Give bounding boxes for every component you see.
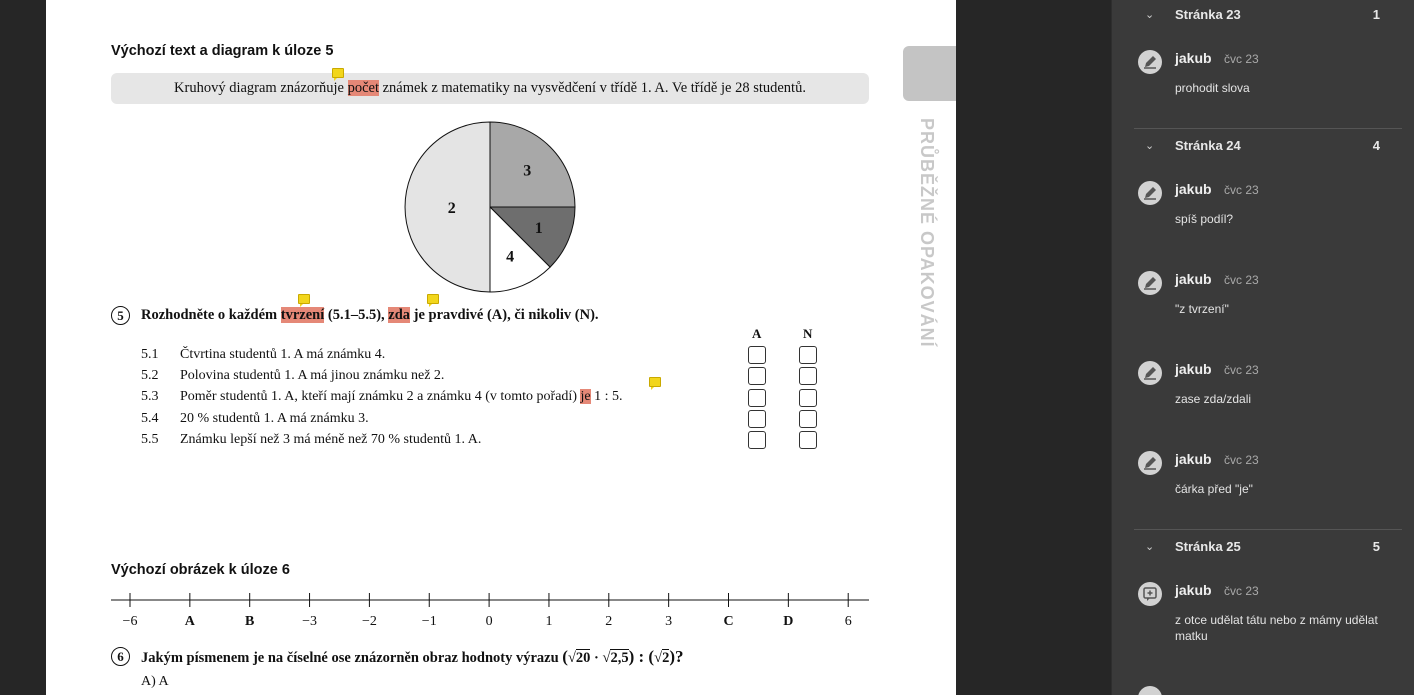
intro-text-before: Kruhový diagram znázorňuje <box>174 80 348 96</box>
section-title: Stránka 23 <box>1175 7 1241 22</box>
pie-label-3: 3 <box>523 162 532 180</box>
question-5-text <box>141 307 599 324</box>
checkbox-5-1-a[interactable] <box>748 346 766 364</box>
axis-label: 2 <box>605 614 613 629</box>
chevron-down-icon: ⌄ <box>1145 140 1155 152</box>
comment-note-icon[interactable] <box>427 294 439 304</box>
highlight-zda[interactable]: zda <box>388 307 411 323</box>
comment-note-icon[interactable] <box>298 294 310 304</box>
axis-label: 6 <box>844 614 852 629</box>
checkbox-5-5-a[interactable] <box>748 431 766 449</box>
section-header-page-24[interactable] <box>1134 131 1402 161</box>
pie-label-2: 2 <box>447 200 456 217</box>
statement-5-5 <box>141 432 481 448</box>
pencil-icon <box>1138 181 1162 205</box>
statement-text: Čtvrtina studentů 1. A má známku 4. <box>180 347 386 362</box>
column-a-header: A <box>752 326 762 341</box>
document-page <box>46 0 956 695</box>
radicand: 2,5 <box>610 650 629 666</box>
comment-author: jakub <box>1175 361 1212 377</box>
section-header-page-25[interactable] <box>1134 532 1402 562</box>
statement-number: 5.5 <box>141 432 159 447</box>
axis-label: D <box>783 614 794 629</box>
statement-text: Polovina studentů 1. A má jinou známku než 2. <box>180 368 445 383</box>
checkbox-5-4-n[interactable] <box>799 410 817 428</box>
workspace-background <box>956 0 1111 695</box>
highlight-tvrzeni[interactable]: tvrzení <box>280 307 325 323</box>
task5-intro <box>111 73 869 104</box>
axis-label: −2 <box>361 614 377 629</box>
axis-label: 1 <box>545 614 553 629</box>
comment-text: "z tvrzení" <box>1175 302 1229 316</box>
pie-chart <box>402 119 578 295</box>
q6-text: Jakým písmenem je na číselné ose znázorněn obraz hodnoty výrazu <box>141 650 559 666</box>
question-6-number: 6 <box>111 647 130 666</box>
section-divider <box>1134 529 1402 530</box>
task5-heading: Výchozí text a diagram k úloze 5 <box>111 43 334 59</box>
section-title: Stránka 24 <box>1175 138 1241 153</box>
checkbox-5-3-n[interactable] <box>799 389 817 407</box>
question-5-number: 5 <box>111 306 130 325</box>
comment-date: čvc 23 <box>1224 453 1259 467</box>
section-title: Stránka 25 <box>1175 539 1241 554</box>
q5-text-part: (5.1–5.5), <box>324 307 389 323</box>
checkbox-5-5-n[interactable] <box>799 431 817 449</box>
pencil-icon <box>1138 686 1162 695</box>
pie-slice-3 <box>490 122 575 207</box>
statement-text: 1 : 5. <box>590 389 623 404</box>
section-header-page-23[interactable] <box>1134 0 1402 30</box>
comment-text: zase zda/zdali <box>1175 392 1252 406</box>
axis-label: 3 <box>665 614 673 629</box>
side-tab-label: PRŮBĚŽNÉ OPAKOVÁNÍ <box>917 118 937 348</box>
option-a[interactable]: A) A <box>141 674 169 689</box>
axis-label: −1 <box>421 614 437 629</box>
q6-dot: · <box>594 650 599 666</box>
pie-label-1: 1 <box>534 220 543 238</box>
q5-text-part: je pravdivé (A), či nikoliv (N). <box>410 307 599 323</box>
section-divider <box>1134 128 1402 129</box>
comment-text: z otce udělat tátu nebo z mámy udělat matku <box>1175 613 1378 643</box>
section-count: 1 <box>1372 7 1380 22</box>
q6-paren: ( <box>562 647 568 666</box>
pencil-icon <box>1138 451 1162 475</box>
checkbox-5-4-a[interactable] <box>748 410 766 428</box>
comment-date: čvc 23 <box>1224 363 1259 377</box>
sqrt-2: √2 <box>654 650 670 666</box>
column-n-header: N <box>803 326 813 341</box>
checkbox-5-1-n[interactable] <box>799 346 817 364</box>
comment-text: čárka před "je" <box>1175 482 1253 496</box>
q5-text-part: Rozhodněte o každém <box>141 307 281 323</box>
highlight-pocet[interactable]: počet <box>347 80 379 96</box>
chevron-down-icon: ⌄ <box>1145 9 1155 21</box>
statement-number: 5.3 <box>141 389 159 404</box>
comment-author: jakub <box>1175 582 1212 598</box>
axis-label: 0 <box>485 614 493 629</box>
radicand: 2 <box>662 650 670 666</box>
axis-label: −6 <box>122 614 138 629</box>
statement-number: 5.2 <box>141 368 159 383</box>
radicand: 20 <box>575 650 591 666</box>
pie-label-4: 4 <box>506 248 515 266</box>
comment-author: jakub <box>1175 50 1212 66</box>
question-6-text <box>141 647 683 667</box>
side-tab-handle[interactable] <box>903 46 956 101</box>
comment-author: jakub <box>1175 181 1212 197</box>
axis-label: B <box>245 614 255 629</box>
axis-label: A <box>184 614 195 629</box>
q6-paren: ) : ( <box>628 647 655 666</box>
statement-text: Poměr studentů 1. A, kteří mají známku 2 a známku 4 (v tomto pořadí) <box>180 389 581 404</box>
comment-author: jakub <box>1175 271 1212 287</box>
section-count: 4 <box>1372 138 1380 153</box>
checkbox-5-2-n[interactable] <box>799 367 817 385</box>
chevron-down-icon: ⌄ <box>1145 541 1155 553</box>
pencil-icon <box>1138 271 1162 295</box>
comment-text: prohodit slova <box>1175 81 1250 95</box>
comment-author: jakub <box>1175 451 1212 467</box>
statement-text: Známku lepší než 3 má méně než 70 % studentů 1. A. <box>180 432 482 447</box>
comments-panel <box>1111 0 1414 695</box>
task6-heading: Výchozí obrázek k úloze 6 <box>111 562 290 578</box>
sqrt-20: √20 <box>567 650 591 666</box>
comment-date: čvc 23 <box>1224 273 1259 287</box>
section-count: 5 <box>1372 539 1380 554</box>
axis-label: −3 <box>302 614 317 629</box>
statement-5-4 <box>141 411 369 427</box>
comment-date: čvc 23 <box>1224 183 1259 197</box>
number-line <box>111 590 871 610</box>
checkbox-5-3-a[interactable] <box>748 389 766 407</box>
comment-note-icon[interactable] <box>332 68 344 78</box>
statement-5-3 <box>141 389 622 405</box>
intro-text-after: známek z matematiky na vysvědčení v třídě 1. A. Ve třídě je 28 studentů. <box>378 80 806 96</box>
statement-number: 5.1 <box>141 347 159 362</box>
statement-5-2 <box>141 368 444 384</box>
statement-text: 20 % studentů 1. A má známku 3. <box>180 411 369 426</box>
sqrt-2-5: √2,5 <box>602 650 629 666</box>
pencil-icon <box>1138 50 1162 74</box>
comment-date: čvc 23 <box>1224 584 1259 598</box>
highlight-je[interactable]: je <box>580 389 591 404</box>
q6-paren: )? <box>669 647 684 666</box>
comment-text: spíš podíl? <box>1175 212 1234 226</box>
insert-comment-icon <box>1138 582 1162 606</box>
statement-5-1 <box>141 347 385 363</box>
left-margin <box>0 0 46 695</box>
comment-note-icon[interactable] <box>649 377 661 387</box>
pencil-icon <box>1138 361 1162 385</box>
comment-date: čvc 23 <box>1224 52 1259 66</box>
statement-number: 5.4 <box>141 411 159 426</box>
checkbox-5-2-a[interactable] <box>748 367 766 385</box>
axis-label: C <box>723 614 734 629</box>
